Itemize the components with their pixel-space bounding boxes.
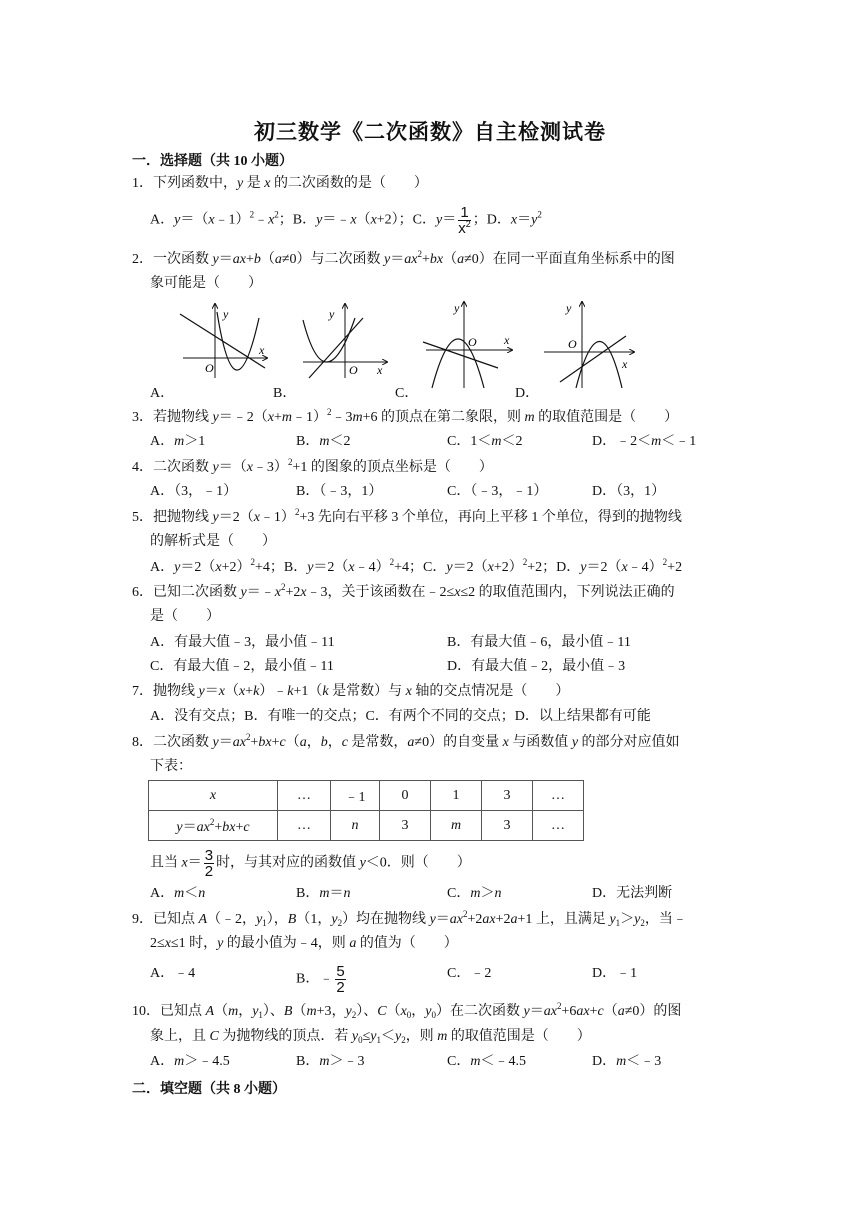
table-row: [149, 811, 584, 841]
value-table: [148, 780, 584, 841]
question-6-option-c: C．有最大值﹣2，最小值﹣11: [150, 659, 334, 674]
question-3-stem: 3．若抛物线 y＝﹣2（x+m﹣1）$^2$﹣3m+6 的顶点在第二象限，则 m 的取值范围是（ ）: [132, 407, 679, 425]
question-9-option-c: C．﹣2: [447, 966, 492, 981]
question-3-option-d: D．﹣2＜m＜﹣1: [592, 434, 697, 449]
svg-text:x: x: [259, 343, 265, 357]
question-6-stem-cont: 是（ ）: [150, 609, 220, 624]
table-cell: 3: [482, 781, 533, 811]
table-cell: …: [533, 781, 584, 811]
svg-text:x: x: [504, 333, 510, 347]
graph-label-c: C．: [395, 386, 419, 401]
question-8-option-b: B．m＝n: [296, 886, 351, 901]
question-6-option-a: A．有最大值﹣3，最小值﹣11: [150, 635, 335, 650]
svg-text:y: y: [566, 301, 572, 315]
svg-text:O: O: [568, 337, 577, 351]
question-8-option-a: A．m＜n: [150, 886, 206, 901]
question-1-stem: 1．下列函数中，y 是 x 的二次函数的是（ ）: [132, 176, 428, 191]
table-cell: n: [331, 811, 380, 841]
question-8-stem-cont: 下表：: [150, 759, 192, 774]
question-1-options: A．$y=(x﹣1)^2﹣x^2$；B．y＝﹣x（x+2）；C．y＝ $\frac{1}{x^2}$ ；D．$x=y^2$: [150, 204, 542, 237]
question-10-option-b: B．m＞﹣3: [296, 1054, 365, 1069]
graph-option-a: [175, 300, 275, 380]
table-cell: 3: [380, 811, 431, 841]
svg-text:O: O: [349, 363, 358, 377]
question-9-option-d: D．﹣1: [592, 966, 638, 981]
table-cell: $y=ax^2+bx+c$: [149, 811, 278, 841]
question-4-option-d: D．（3，1）: [592, 484, 666, 499]
table-cell: x: [149, 781, 278, 811]
question-4-option-b: B．（﹣3，1）: [296, 484, 383, 499]
question-3-option-c: C．1＜m＜2: [447, 434, 523, 449]
question-10-stem-cont: 象上，且 C 为抛物线的顶点．若 $y_0\le y_1<y_2$，则 m 的取值范围是（ ）: [150, 1029, 591, 1045]
question-2-stem: 2．一次函数 y＝ax+b（a≠0）与二次函数 $y=ax^2+bx(a\ne 0)$在同一平面直角坐标系中的图: [132, 249, 675, 267]
graph-label-d: D．: [515, 386, 540, 401]
question-8-stem: 8．二次函数 $y=ax^2+bx+c(a$，b，c 是常数，a≠0）的自变量 x 与函数值 y 的部分对应值如: [132, 732, 680, 750]
question-5-stem-cont: 的解析式是（ ）: [150, 534, 276, 549]
fraction-3-over-2: $\frac{3}{2}$: [204, 847, 214, 880]
question-5-stem: 5．把抛物线 y＝2（x﹣1）$^2$+3 先向右平移 3 个单位，再向上平移 1 个单位，得到的抛物线: [132, 507, 682, 525]
question-9-stem: 9．已知点 A（﹣2，$y_1$），B（1，$y_2$）均在抛物线 $y=ax^2+2ax+2a+1$ 上，且满足 $y_1>y_2$，当﹣: [132, 909, 687, 928]
graph-label-b: B．: [273, 386, 297, 401]
table-cell: …: [278, 811, 331, 841]
question-6-stem: 6．已知二次函数 $y=﹣x^2+2x﹣3$，关于该函数在﹣2≤x≤2 的取值范围内，下列说法正确的: [132, 582, 675, 600]
question-8-condition: 且当 x＝ $\frac{3}{2}$ 时，与其对应的函数值 y＜0．则（ ）: [150, 847, 471, 880]
svg-text:O: O: [205, 361, 214, 375]
question-4-stem: 4．二次函数 y＝（x﹣3）$^2$+1 的图象的顶点坐标是（ ）: [132, 457, 493, 475]
question-4-option-a: A．（3，﹣1）: [150, 484, 238, 499]
question-10-option-d: D．m＜﹣3: [592, 1054, 662, 1069]
table-cell: 0: [380, 781, 431, 811]
question-9-option-b: B．﹣ $\frac{5}{2}$: [296, 963, 345, 996]
question-7-stem: 7．抛物线 y＝x（x+k）﹣k+1（k 是常数）与 x 轴的交点情况是（ ）: [132, 684, 570, 699]
svg-text:y: y: [329, 307, 335, 321]
svg-text:O: O: [468, 335, 477, 349]
question-2-stem-cont: 象可能是（ ）: [150, 276, 262, 291]
page-title: 初三数学《二次函数》自主检测试卷: [254, 120, 606, 144]
question-7-options: A．没有交点；B．有唯一的交点；C．有两个不同的交点；D．以上结果都有可能: [150, 709, 651, 724]
table-cell: ﹣1: [331, 781, 380, 811]
svg-text:x: x: [377, 363, 383, 377]
graph-option-b: [295, 300, 395, 380]
fraction-5-over-2: $\frac{5}{2}$: [336, 963, 345, 996]
question-10-option-a: A．m＞﹣4.5: [150, 1054, 230, 1069]
section-heading-choice: 一．选择题（共 10 小题）: [132, 154, 293, 169]
svg-text:x: x: [622, 357, 628, 371]
fraction-1-over-x-squared: $\frac{1}{x^2}$: [458, 204, 471, 237]
question-3-option-b: B．m＜2: [296, 434, 351, 449]
graph-label-a: A．: [150, 386, 175, 401]
question-9-option-a: A．﹣4: [150, 966, 196, 981]
question-10-stem: 10．已知点 A（m，$y_1$）、B（m+3，$y_2$）、$C(x_0$，$y_0$）在二次函数 $y=ax^2+6ax+c(a\ne 0)$的图: [132, 1001, 682, 1020]
table-cell: 1: [431, 781, 482, 811]
table-cell: 3: [482, 811, 533, 841]
question-3-option-a: A．m＞1: [150, 434, 206, 449]
question-8-option-d: D．无法判断: [592, 886, 673, 901]
table-cell: …: [278, 781, 331, 811]
table-cell: …: [533, 811, 584, 841]
svg-text:y: y: [454, 301, 460, 315]
question-10-option-c: C．m＜﹣4.5: [447, 1054, 526, 1069]
section-heading-fill-blank: 二．填空题（共 8 小题）: [132, 1082, 286, 1097]
question-9-stem-cont: 2≤x≤1 时，y 的最小值为﹣4，则 a 的值为（ ）: [150, 936, 458, 951]
question-5-options: A．$y=2(x+2)^2+4$；B．y＝2（x﹣4）$^2$+4；C．$y=2(x+2)^2+2$；D．y＝2（x﹣4）$^2$+2: [150, 557, 683, 575]
question-6-option-b: B．有最大值﹣6，最小值﹣11: [447, 635, 631, 650]
svg-text:y: y: [223, 307, 229, 321]
question-6-option-d: D．有最大值﹣2，最小值﹣3: [447, 659, 626, 674]
question-4-option-c: C．（﹣3，﹣1）: [447, 484, 548, 499]
question-8-option-c: C．m＞n: [447, 886, 502, 901]
table-row: [149, 781, 584, 811]
graph-option-c: [418, 300, 518, 390]
graph-option-d: [540, 300, 640, 390]
table-cell: m: [431, 811, 482, 841]
